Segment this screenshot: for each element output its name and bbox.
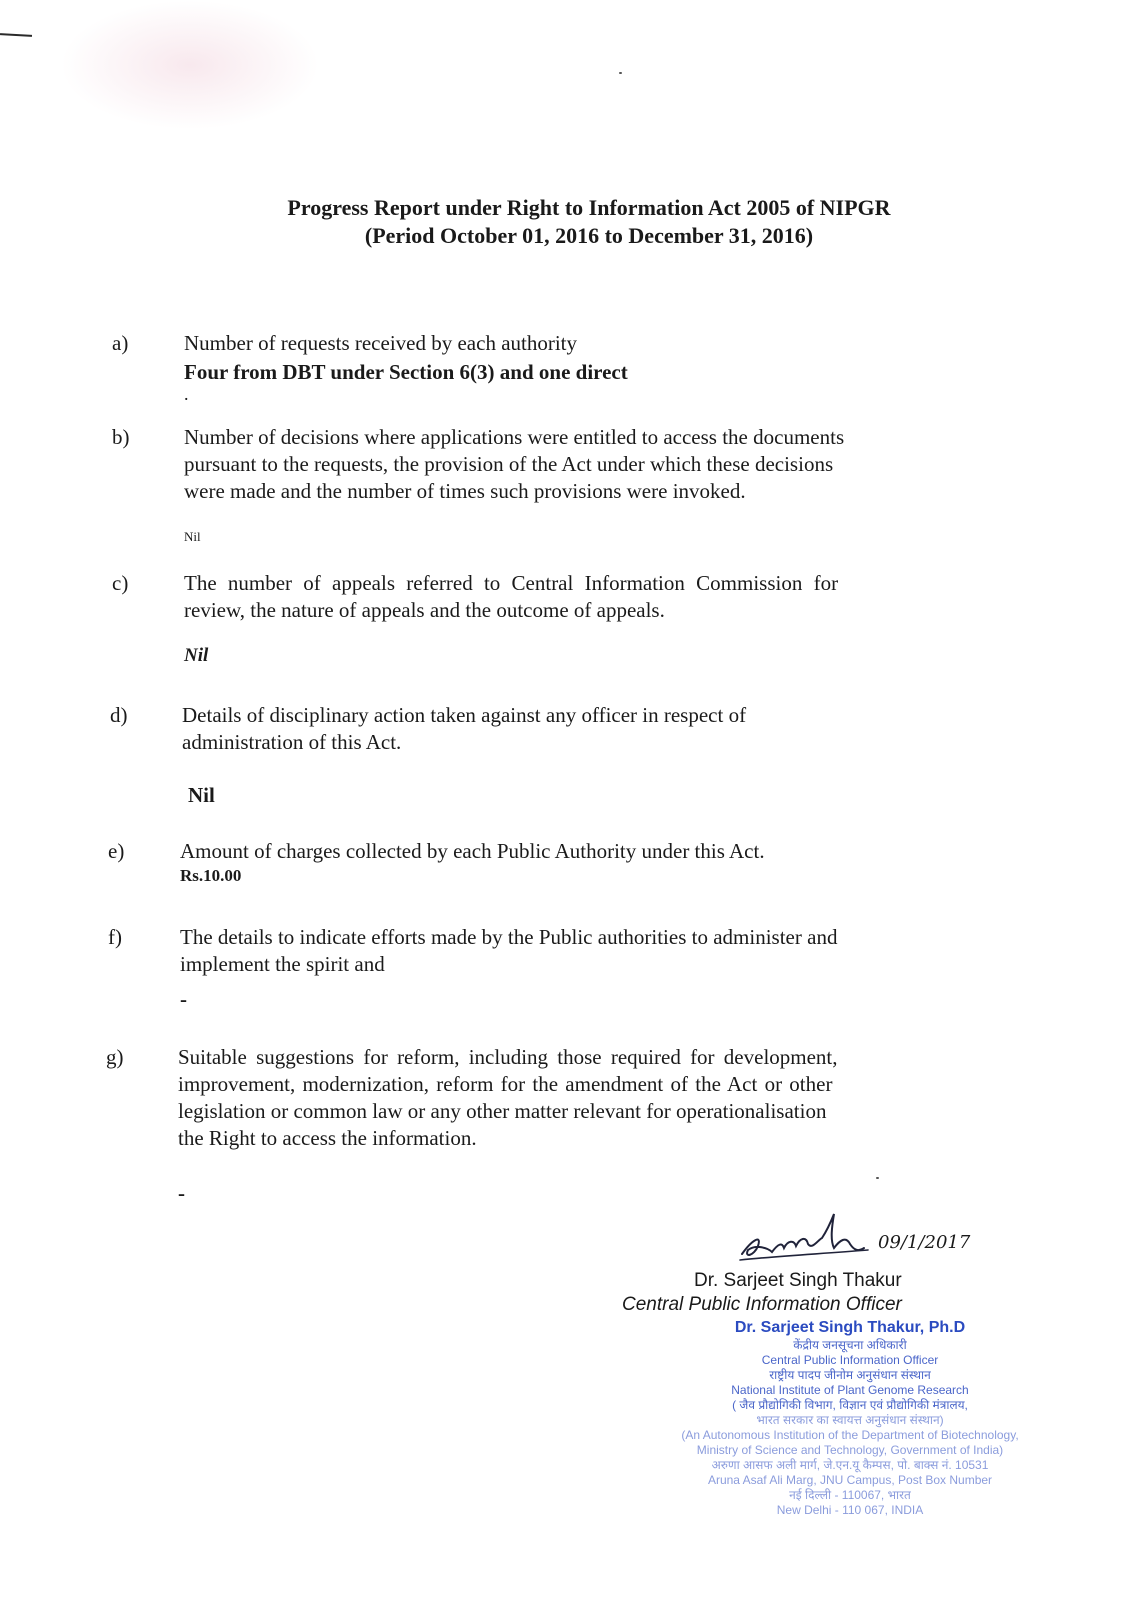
- item-letter: a): [112, 331, 129, 355]
- item-answer: Nil: [188, 783, 215, 807]
- item-answer: Nil: [184, 529, 201, 544]
- stamp-address: Aruna Asaf Ali Marg, JNU Campus, Post Box Number: [707, 1473, 993, 1487]
- item-answer: Four from DBT under Section 6(3) and one direct: [184, 360, 628, 384]
- scan-blush: [60, 0, 320, 130]
- signatory-designation: Central Public Information Officer: [622, 1294, 902, 1315]
- item-text-line: Details of disciplinary action taken against any officer in respect of: [182, 703, 747, 727]
- item-letter: f): [108, 925, 122, 949]
- item-text: Amount of charges collected by each Public Authority under this Act.: [180, 839, 765, 863]
- item-letter: b): [112, 425, 130, 449]
- item-text-line: were made and the number of times such provisions were invoked.: [184, 479, 746, 503]
- item-text-line: the Right to access the information.: [178, 1126, 477, 1150]
- stamp-institute: National Institute of Plant Genome Research: [731, 1383, 969, 1397]
- item-text-line: The details to indicate efforts made by the Public authorities to administer and: [180, 925, 838, 949]
- item-letter: e): [108, 839, 125, 863]
- stamp-name: Dr. Sarjeet Singh Thakur, Ph.D: [734, 1319, 966, 1336]
- stamp-hi-city: नई दिल्ली - 110067, भारत: [789, 1488, 911, 1502]
- stamp-designation: Central Public Information Officer: [761, 1353, 939, 1367]
- stamp-city: New Delhi - 110 067, INDIA: [776, 1503, 924, 1517]
- title-line-2: (Period October 01, 2016 to December 31, 2016): [364, 223, 814, 248]
- scan-mark: [0, 33, 32, 37]
- item-text-line: pursuant to the requests, the provision of the Act under which these decisions: [184, 452, 834, 476]
- stamp-hi-address: अरुणा आसफ अली मार्ग, जे.एन.यू कैम्पस, पो. बाक्स नं. 10531: [711, 1458, 989, 1472]
- item-answer: -: [178, 1181, 185, 1205]
- signature: [738, 1210, 998, 1270]
- item-mark: .: [184, 384, 189, 404]
- item-text-line: implement the spirit and: [180, 952, 385, 976]
- item-letter: g): [106, 1045, 124, 1069]
- item-text-line: The number of appeals referred to Central Information Commission for: [184, 571, 839, 595]
- stamp-hi-parent-2: भारत सरकार का स्वायत्त अनुसंधान संस्थान): [756, 1413, 944, 1427]
- item-answer: Nil: [184, 645, 209, 666]
- item-answer: -: [180, 987, 187, 1011]
- item-letter: c): [112, 571, 129, 595]
- item-text-line: legislation or common law or any other matter relevant for operationalisation: [178, 1099, 827, 1123]
- stamp-hi-designation: केंद्रीय जनसूचना अधिकारी: [793, 1338, 907, 1352]
- stamp-parent-1: (An Autonomous Institution of the Department of Biotechnology,: [681, 1428, 1019, 1442]
- item-text: Number of requests received by each authority: [184, 331, 578, 355]
- title-line-1: Progress Report under Right to Information Act 2005 of NIPGR: [287, 195, 891, 220]
- item-text-line: Suitable suggestions for reform, including those required for development,: [178, 1045, 838, 1069]
- signatory-name: Dr. Sarjeet Singh Thakur: [694, 1270, 902, 1291]
- official-stamp: [640, 1318, 1060, 1518]
- item-letter: d): [110, 703, 128, 727]
- item-text-line: review, the nature of appeals and the outcome of appeals.: [184, 598, 665, 622]
- item-text-line: improvement, modernization, reform for the amendment of the Act or other: [178, 1072, 833, 1096]
- report-title: [0, 194, 1138, 250]
- item-answer: Rs.10.00: [180, 866, 242, 885]
- item-text-line: Number of decisions where applications were entitled to access the documents: [184, 425, 845, 449]
- stamp-hi-parent-1: ( जैव प्रौद्योगिकी विभाग, विज्ञान एवं प्रौद्योगिकी मंत्रालय,: [732, 1398, 968, 1412]
- signature-date: 09/1/2017: [878, 1232, 971, 1253]
- stamp-parent-2: Ministry of Science and Technology, Government of India): [696, 1443, 1004, 1457]
- item-text-line: administration of this Act.: [182, 730, 402, 754]
- stamp-hi-institute: राष्ट्रीय पादप जीनोम अनुसंधान संस्थान: [769, 1368, 931, 1382]
- scan-speck: [619, 72, 622, 74]
